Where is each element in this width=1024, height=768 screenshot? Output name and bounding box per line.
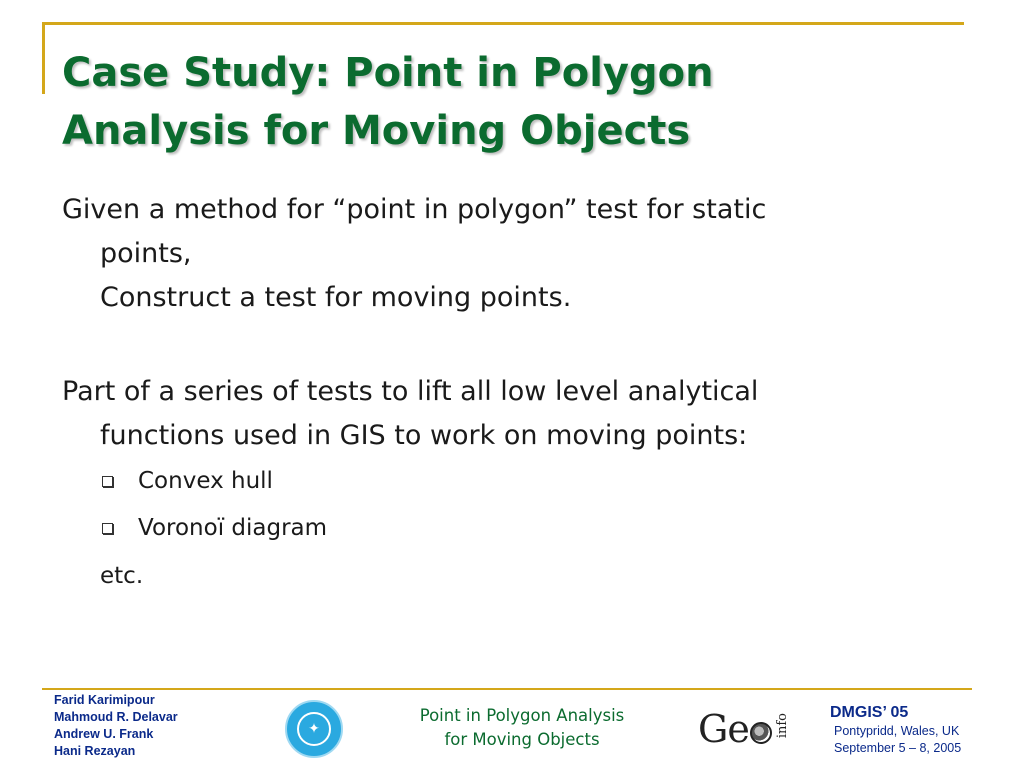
author-name: Mahmoud R. Delavar [54,710,178,724]
geoinfo-logo [698,705,790,753]
footer-title-line1: Point in Polygon Analysis [419,706,625,725]
conference-info [830,703,961,757]
bullet-text: Voronoï diagram [138,515,328,541]
author-name: Andrew U. Frank [54,727,154,741]
slide-title [62,44,962,160]
top-border-line [42,22,964,25]
footer-divider [42,688,972,690]
para2-line1: Part of a series of tests to lift all low level analytical [62,376,759,407]
seal-emblem-icon: ✦ [297,712,331,746]
conference-name: DMGIS’ 05 [830,704,909,721]
footer-title-line2: for Moving Objects [444,730,600,749]
footer-title [388,704,656,752]
conference-location: Pontypridd, Wales, UK [834,724,960,738]
para1-line3: Construct a test for moving points. [100,282,572,313]
square-bullet-icon [102,476,113,487]
bullet-item [100,458,962,505]
footer-authors [54,692,178,760]
author-name: Farid Karimipour [54,693,155,707]
etc-text: etc. [100,563,144,589]
logo-suffix: info [774,713,790,739]
para1-line2: points, [100,238,192,269]
para1-line1: Given a method for “point in polygon” test for static [62,194,767,225]
square-bullet-icon [102,523,113,534]
left-border-line [42,22,45,94]
paragraph-given-method [62,188,962,320]
bullet-list [62,458,962,552]
university-seal-icon [285,700,343,758]
author-name: Hani Rezayan [54,744,136,758]
globe-icon [750,722,772,744]
conference-dates: September 5 – 8, 2005 [834,741,962,755]
paragraph-series-of-tests [62,370,962,458]
title-line-1: Case Study: Point in Polygon [62,50,714,96]
bullet-item [100,505,962,552]
logo-text: Ge [698,707,749,751]
bullet-text: Convex hull [138,468,273,494]
title-line-2: Analysis for Moving Objects [62,108,691,154]
slide-body [62,188,962,600]
para2-line2: functions used in GIS to work on moving points: [100,420,748,451]
